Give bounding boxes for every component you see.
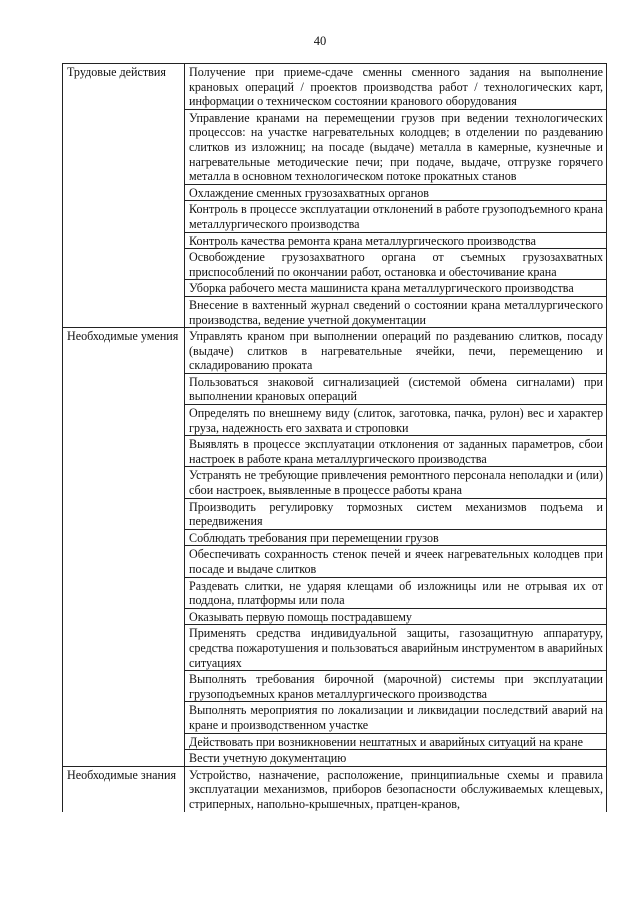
requirement-item: Уборка рабочего места машиниста крана металлургического производства — [185, 280, 607, 297]
requirement-item: Устройство, назначение, расположение, принципиальные схемы и правила эксплуатации механизмов, приборов безопасности обслуживаемых клещевых, стриперных, напольно-крышечных, пратцен-кранов, — [185, 766, 607, 811]
table-row — [63, 328, 607, 374]
page-number: 40 — [313, 34, 327, 48]
section-category-label: Необходимые умения — [63, 328, 185, 767]
requirement-item: Выявлять в процессе эксплуатации отклонения от заданных параметров, сбои настроек в работе крана металлургического производства — [185, 436, 607, 467]
table-row — [63, 766, 607, 811]
section-category-label: Необходимые знания — [63, 766, 185, 811]
requirement-item: Определять по внешнему виду (слиток, заготовка, пачка, рулон) вес и характер груза, надежность его захвата и строповки — [185, 405, 607, 436]
requirement-item: Внесение в вахтенный журнал сведений о состоянии крана металлургического производства, ведение учетной документации — [185, 296, 607, 327]
requirement-item: Охлаждение сменных грузозахватных органов — [185, 184, 607, 201]
table-row — [63, 64, 607, 110]
requirement-item: Пользоваться знаковой сигнализацией (системой обмена сигналами) при выполнении крановых операций — [185, 373, 607, 404]
requirement-item: Производить регулировку тормозных систем механизмов подъема и передвижения — [185, 498, 607, 529]
requirements-table — [62, 63, 607, 812]
requirement-item: Вести учетную документацию — [185, 750, 607, 767]
requirement-item: Получение при приеме-сдаче сменны сменного задания на выполнение крановых операций / проектов производства работ / технологических карт, информации о техническом состоянии кранового оборудования — [185, 64, 607, 110]
requirement-item: Применять средства индивидуальной защиты, газозащитную аппаратуру, средства пожаротушения и пользоваться аварийным инструментом в аварийных ситуациях — [185, 625, 607, 671]
requirement-item: Контроль качества ремонта крана металлургического производства — [185, 232, 607, 249]
requirement-item: Выполнять мероприятия по локализации и ликвидации последствий аварий на кране и производственном участке — [185, 702, 607, 733]
requirement-item: Освобождение грузозахватного органа от съемных грузозахватных приспособлений по окончании работ, остановка и обесточивание крана — [185, 249, 607, 280]
requirement-item: Оказывать первую помощь пострадавшему — [185, 608, 607, 625]
requirement-item: Раздевать слитки, не ударяя клещами об изложницы или не отрывая их от поддона, платформы или пола — [185, 577, 607, 608]
requirement-item: Управлять краном при выполнении операций по раздеванию слитков, посаду (выдаче) слитков в нагревательные ячейки, печи, перемещению и складированию проката — [185, 328, 607, 374]
requirements-table-body — [63, 64, 607, 812]
requirement-item: Устранять не требующие привлечения ремонтного персонала неполадки и (или) сбои настроек, выявленные в процессе работы крана — [185, 467, 607, 498]
requirement-item: Соблюдать требования при перемещении грузов — [185, 529, 607, 546]
requirement-item: Контроль в процессе эксплуатации отклонений в работе грузоподъемного крана металлургического производства — [185, 201, 607, 232]
section-category-label: Трудовые действия — [63, 64, 185, 328]
requirement-item: Действовать при возникновении нештатных и аварийных ситуаций на кране — [185, 733, 607, 750]
requirement-item: Управление кранами на перемещении грузов при ведении технологических процессов: на участке нагревательных колодцев; в отделении по раздеванию слитков из изложниц; на посаде (выдаче) металла в камерные, кузнечные и нагревательные методические печи; при подаче, выдаче, отгрузке горячего металла в основном технологическом потоке прокатных станов — [185, 109, 607, 184]
requirement-item: Выполнять требования бирочной (марочной) системы при эксплуатации грузоподъемных кранов металлургического производства — [185, 671, 607, 702]
requirement-item: Обеспечивать сохранность стенок печей и ячеек нагревательных колодцев при посаде и выдаче слитков — [185, 546, 607, 577]
